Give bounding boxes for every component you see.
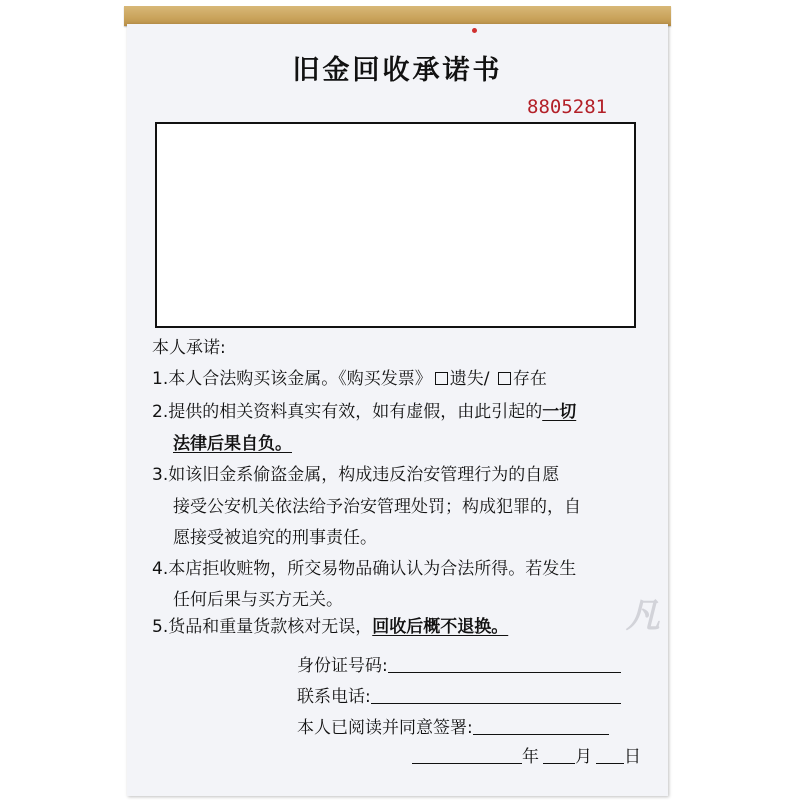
photo-box <box>155 122 636 328</box>
exists-option-label: 存在 <box>512 369 547 389</box>
month-label: 月 <box>575 747 592 767</box>
pledge-item-1 <box>152 364 547 389</box>
red-mark <box>472 28 477 33</box>
phone-field[interactable] <box>371 689 621 704</box>
date-row <box>412 742 641 767</box>
id-number-field[interactable] <box>388 658 621 673</box>
signature-field[interactable] <box>473 720 609 735</box>
pledge-item-4-line-2: 任何后果与买方无关。 <box>173 590 343 610</box>
day-label: 日 <box>624 747 641 767</box>
id-number-label: 身份证号码: <box>297 656 388 676</box>
day-field[interactable] <box>596 749 624 764</box>
pledge-item-2-text: 2.提供的相关资料真实有效，如有虚假，由此引起的 <box>152 402 543 422</box>
document-title: 旧金回收承诺书 <box>292 55 503 86</box>
pledge-item-3-line-3: 愿接受被追究的刑事责任。 <box>173 528 377 548</box>
lost-option-label: 遗失/ <box>449 369 490 389</box>
exists-checkbox[interactable] <box>498 372 511 385</box>
pledge-item-4-line-1: 4.本店拒收赃物，所交易物品确认认为合法所得。若发生 <box>152 559 577 579</box>
pledge-item-1-text: 1.本人合法购买该金属。《购买发票》 <box>152 369 432 389</box>
pledge-item-2-line-1 <box>152 397 576 422</box>
pad-binding-strip <box>124 6 671 26</box>
month-field[interactable] <box>543 749 575 764</box>
pledge-item-2-emphasis-2: 法律后果自负。 <box>173 434 292 454</box>
id-number-row <box>297 651 621 676</box>
pledge-item-2-line-2 <box>173 429 292 454</box>
pledge-item-5-text: 5.货品和重量货款核对无误， <box>152 617 373 637</box>
pledge-item-5 <box>152 612 508 637</box>
lost-checkbox[interactable] <box>435 372 448 385</box>
year-field[interactable] <box>412 749 522 764</box>
pledge-item-3-line-2: 接受公安机关依法给予治安管理处罚；构成犯罪的，自 <box>173 497 581 517</box>
year-label: 年 <box>522 747 539 767</box>
pledge-item-2-emphasis: 一切 <box>542 402 577 422</box>
signature-row <box>297 713 609 738</box>
watermark-logo: 凡 <box>626 596 660 636</box>
pledge-item-3-line-1: 3.如该旧金系偷盗金属，构成违反治安管理行为的自愿 <box>152 465 560 485</box>
phone-row <box>297 682 621 707</box>
serial-number: 8805281 <box>527 96 608 118</box>
phone-label: 联系电话: <box>297 687 371 707</box>
signature-label: 本人已阅读并同意签署: <box>297 718 473 738</box>
pledge-item-5-emphasis: 回收后概不退换。 <box>372 617 509 637</box>
pledge-intro: 本人承诺: <box>152 338 226 358</box>
